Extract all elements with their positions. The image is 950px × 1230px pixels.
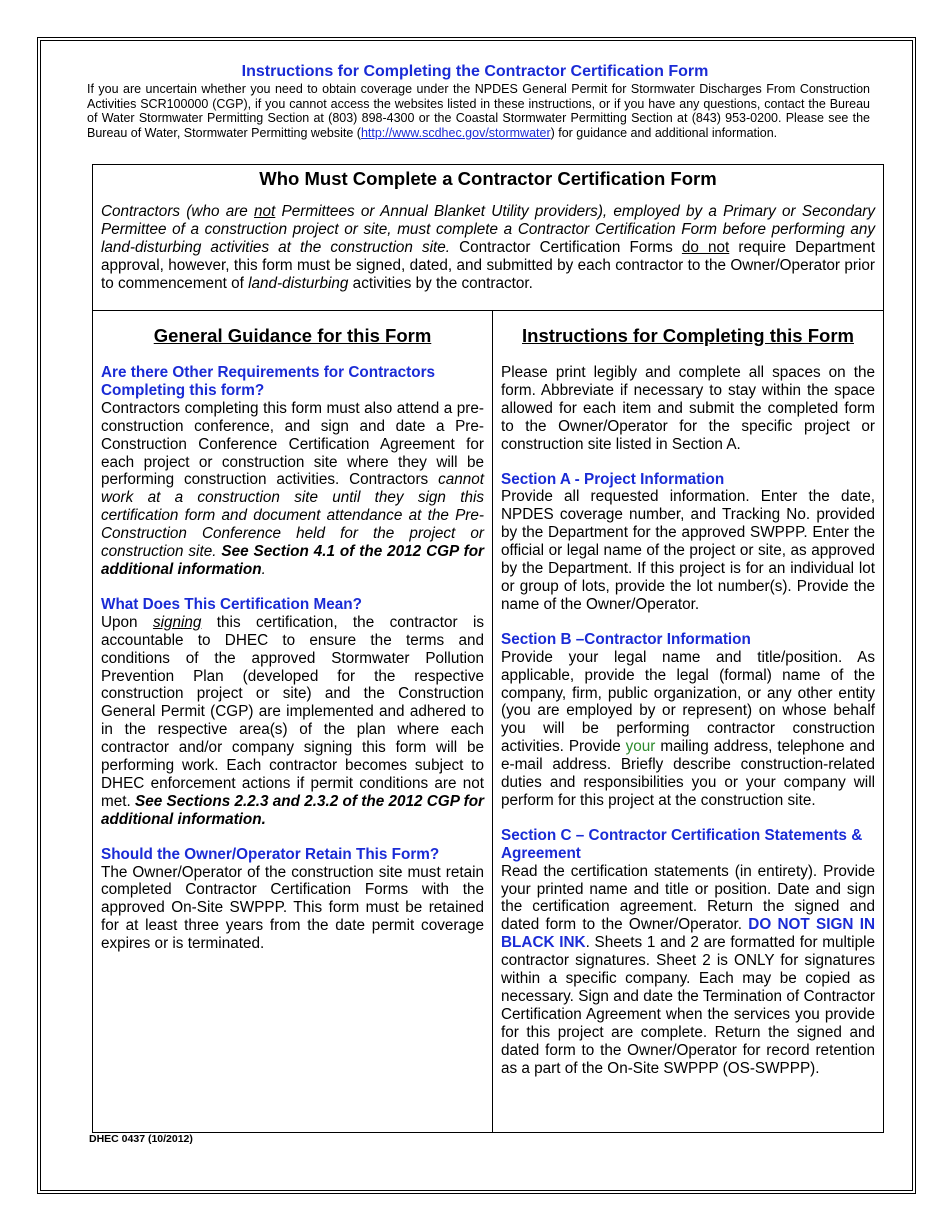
retain-form-section xyxy=(101,846,484,953)
other-requirements-heading: Are there Other Requirements for Contractors Completing this form? xyxy=(101,364,436,399)
form-code: DHEC 0437 (10/2012) xyxy=(89,1133,193,1145)
who-must-complete-heading: Who Must Complete a Contractor Certification Form xyxy=(259,168,717,189)
stormwater-website-link[interactable]: http://www.scdhec.gov/stormwater xyxy=(360,126,551,141)
section-a-text: Provide all requested information. Enter the date, NPDES coverage number, and Tracking No. provided by the Department for the approved SWPPP. Enter the official or legal name of the project or site, as approved by the Department. If this project is for an individual lot or group of lots, provide the lot number(s). Provide the name of the Owner/Operator. xyxy=(501,488,875,613)
general-instructions-section xyxy=(501,364,875,454)
section-c-text: Read the certification statements (in entirety). Provide your printed name and title or position. Date and sign the certification agreement. Return the signed and dated form to the Owner/Operator. DO NOT SIGN IN BLACK INK. Sheets 1 and 2 are formatted for multiple contractor signatures. Sheet 2 is ONLY for signatures within a specific company. Each may be copied as necessary. Sign and date the Termination of Contractor Certification Agreement when the services you provide for this project are complete. Return the signed and dated form to the Owner/Operator for record retention as a part of the On-Site SWPPP (OS-SWPPP). xyxy=(501,862,875,1077)
certification-meaning-heading: What Does This Certification Mean? xyxy=(101,595,362,613)
section-b xyxy=(501,631,875,810)
intro-text: If you are uncertain whether you need to obtain coverage under the NPDES General Permit for Stormwater Discharges From Construction Activities SCR100000 (CGP), if you cannot access the websites listed in these instructions, or if you have any questions, contact the Bureau of Water Stormwater Permitting Section at (803) 898-4300 or the Coastal Stormwater Permitting Section at (843) 953-0200. Please see the Bureau of Water, Stormwater Permitting website ( xyxy=(87,82,870,141)
intro-tail: ) for guidance and additional information. xyxy=(550,126,778,141)
page-title: Instructions for Completing the Contractor Certification Form xyxy=(241,63,709,80)
column-divider xyxy=(492,310,493,1132)
other-requirements-section xyxy=(101,364,484,579)
section-a xyxy=(501,471,875,614)
certification-meaning-text: Upon signing this certification, the contractor is accountable to DHEC to ensure the terms and conditions of the approved Stormwater Pollution Prevention Plan (developed for the respective construction project or site) and the Construction General Permit (CGP) are implemented and adhered to in the respective area(s) of the plan where each contractor and/or company signing this form will be performing work. Each contractor becomes subject to DHEC enforcement actions if permit conditions are not met. See Sections 2.2.3 and 2.3.2 of the 2012 CGP for additional information. xyxy=(101,613,484,828)
section-c-heading: Section C – Contractor Certification Statements & Agreement xyxy=(501,826,863,862)
retain-form-heading: Should the Owner/Operator Retain This Form? xyxy=(101,845,440,863)
section-b-heading: Section B –Contractor Information xyxy=(501,630,751,648)
section-b-text: Provide your legal name and title/position. As applicable, provide the legal (formal) name of the company, firm, public organization, or any other entity (you are employed by or represent) on whose behalf you will be performing contractor construction activities. Provide your mailing address, telephone and e-mail address. Briefly describe construction-related duties and responsibilities you or your company will perform for this project at the construction site. xyxy=(501,648,875,809)
intro-paragraph xyxy=(87,82,870,141)
section-c xyxy=(501,827,875,1078)
other-requirements-text: Contractors completing this form must also attend a pre-construction conference, and sign and date a Pre-Construction Conference Certification Agreement for each project or construction site where they will be performing construction activities. Contractors cannot work at a construction site until they sign this certification form and document attendance at the Pre-Construction Conference held for the project or construction site. See Section 4.1 of the 2012 CGP for additional information. xyxy=(101,399,485,578)
general-guidance-column xyxy=(101,325,484,970)
who-must-complete-text: Contractors (who are not Permittees or Annual Blanket Utility providers), employed by a Primary or Secondary Permittee of a construction project or site, must complete a Contractor Certification Form before performing any land-disturbing activities at the construction site. Contractor Certification Forms do not require Department approval, however, this form must be signed, dated, and submitted by each contractor to the Owner/Operator prior to commencement of land-disturbing activities by the contractor. xyxy=(101,203,876,292)
instructions-heading: Instructions for Completing this Form xyxy=(522,325,854,346)
general-instructions-text: Please print legibly and complete all spaces on the form. Abbreviate if necessary to stay within the space allowed for each item and submit the completed form to the Owner/Operator for the specific project or construction site listed in Section A. xyxy=(501,364,875,453)
horizontal-divider xyxy=(93,310,883,311)
retain-form-text: The Owner/Operator of the construction site must retain completed Contractor Certification Forms with the approved On-Site SWPPP. This form must be retained for at least three years from the date permit coverage expires or is terminated. xyxy=(101,863,484,953)
section-a-heading: Section A - Project Information xyxy=(501,470,725,488)
instructions-column xyxy=(501,325,875,1095)
instructions-box xyxy=(92,164,884,1133)
certification-meaning-section xyxy=(101,596,484,829)
general-guidance-heading: General Guidance for this Form xyxy=(153,325,432,346)
